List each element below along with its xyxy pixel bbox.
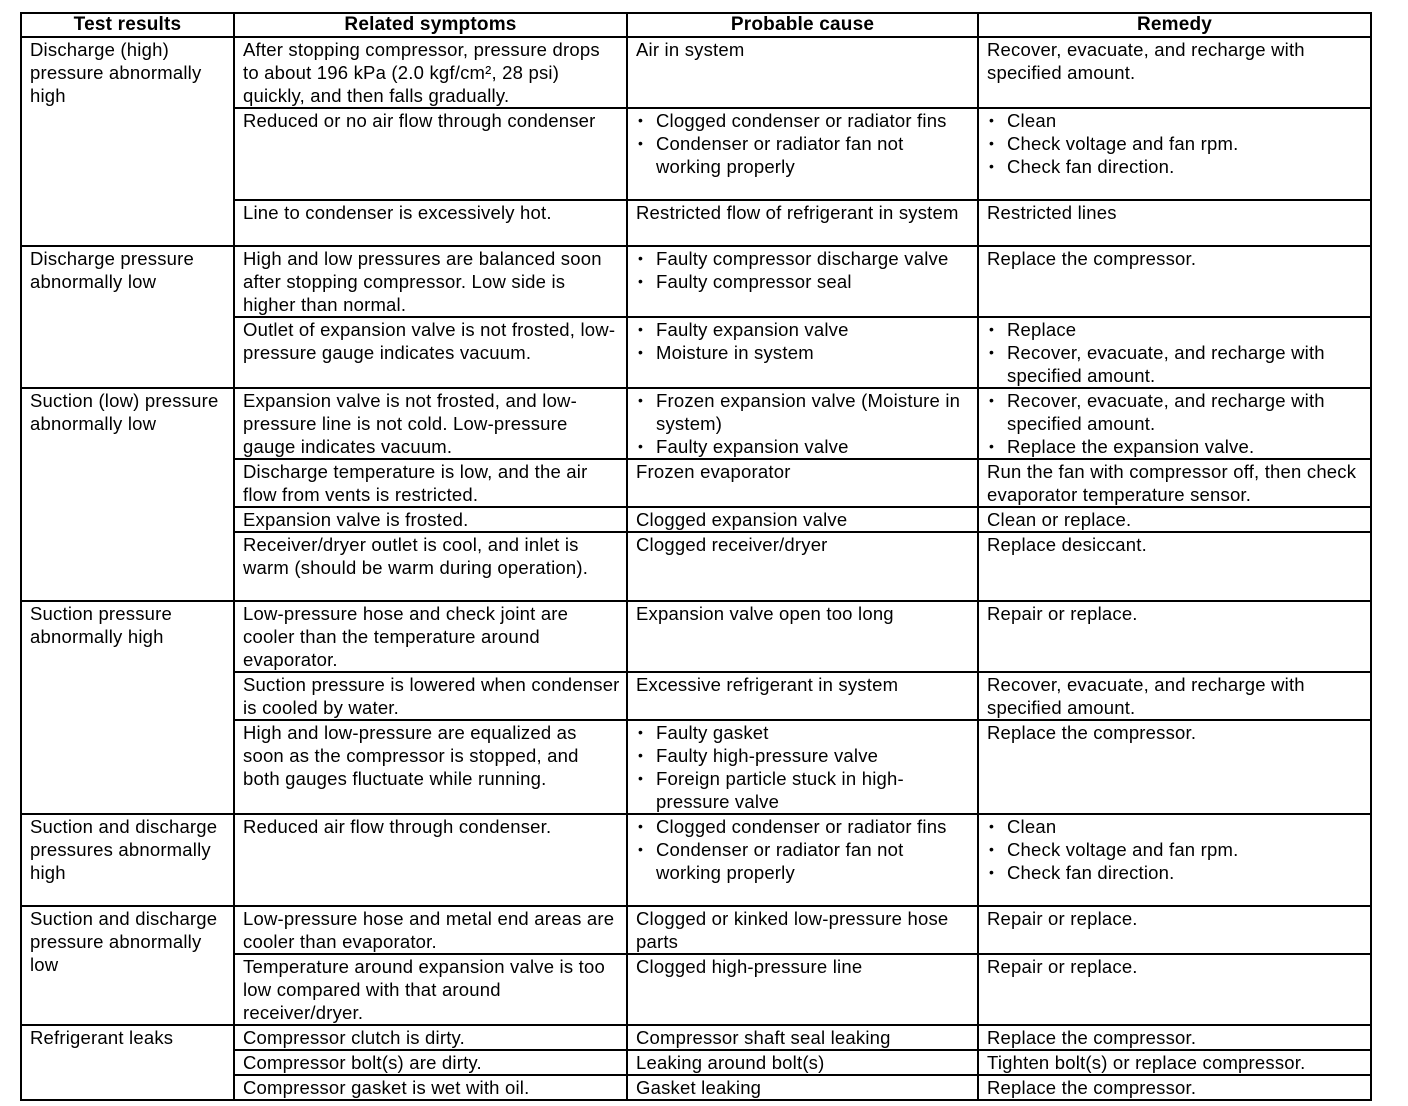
remedy-cell xyxy=(978,459,1371,507)
remedy-text: Replace desiccant. xyxy=(987,534,1147,555)
cause-cell xyxy=(627,906,978,954)
symptom-text: After stopping compressor, pressure drops to about 196 kPa (2.0 kgf/cm², 28 psi) quickly, and then falls gradually. xyxy=(243,39,600,106)
remedy-text: Run the fan with compressor off, then check evaporator temperature sensor. xyxy=(987,461,1357,505)
remedy-cell xyxy=(978,720,1371,814)
cause-list xyxy=(636,247,971,293)
cause-text: Gasket leaking xyxy=(636,1077,762,1098)
remedy-list xyxy=(987,109,1364,178)
test-result-text: Suction (low) pressure abnormally low xyxy=(30,390,219,434)
cause-cell xyxy=(627,246,978,317)
remedy-item: • Clean xyxy=(987,109,1364,132)
cause-cell xyxy=(627,672,978,720)
header-related-symptoms: Related symptoms xyxy=(234,13,627,37)
symptom-cell xyxy=(234,672,627,720)
table-row xyxy=(21,814,1371,906)
symptom-text: Discharge temperature is low, and the air flow from vents is restricted. xyxy=(243,461,588,505)
cause-cell xyxy=(627,1025,978,1050)
test-result-text: Suction and discharge pressure abnormally low xyxy=(30,908,218,975)
remedy-list xyxy=(987,815,1364,884)
test-result-text: Refrigerant leaks xyxy=(30,1027,174,1048)
remedy-cell xyxy=(978,814,1371,906)
remedy-list xyxy=(987,318,1364,387)
remedy-text: Clean or replace. xyxy=(987,509,1132,530)
header-remedy: Remedy xyxy=(978,13,1371,37)
symptom-text: Compressor clutch is dirty. xyxy=(243,1027,465,1048)
cause-cell xyxy=(627,1075,978,1100)
cause-item: • Faulty compressor discharge valve xyxy=(636,247,971,270)
symptom-text: Receiver/dryer outlet is cool, and inlet is warm (should be warm during operation). xyxy=(243,534,589,578)
remedy-item: • Check fan direction. xyxy=(987,155,1364,178)
symptom-text: Outlet of expansion valve is not frosted, low-pressure gauge indicates vacuum. xyxy=(243,319,616,363)
remedy-text: Replace the compressor. xyxy=(987,248,1197,269)
table-row xyxy=(21,906,1371,954)
remedy-text: Tighten bolt(s) or replace compressor. xyxy=(987,1052,1306,1073)
remedy-cell xyxy=(978,601,1371,672)
remedy-text: Replace the compressor. xyxy=(987,1027,1197,1048)
table-row xyxy=(21,388,1371,459)
cause-item: • Clogged condenser or radiator fins xyxy=(636,109,971,132)
remedy-cell xyxy=(978,37,1371,108)
symptom-cell xyxy=(234,601,627,672)
remedy-item: • Check voltage and fan rpm. xyxy=(987,132,1364,155)
cause-text: Frozen evaporator xyxy=(636,461,791,482)
cause-cell xyxy=(627,459,978,507)
symptom-cell xyxy=(234,532,627,601)
cause-cell xyxy=(627,1050,978,1075)
symptom-cell xyxy=(234,246,627,317)
remedy-item: • Replace the expansion valve. xyxy=(987,435,1364,458)
symptom-cell xyxy=(234,108,627,200)
cause-list xyxy=(636,109,971,178)
cause-text: Compressor shaft seal leaking xyxy=(636,1027,891,1048)
test-result-cell xyxy=(21,1025,234,1100)
remedy-cell xyxy=(978,108,1371,200)
remedy-item: • Check voltage and fan rpm. xyxy=(987,838,1364,861)
symptom-cell xyxy=(234,507,627,532)
cause-item: • Foreign particle stuck in high-pressure valve xyxy=(636,767,971,813)
symptom-text: Reduced air flow through condenser. xyxy=(243,816,552,837)
remedy-item: • Replace xyxy=(987,318,1364,341)
remedy-text: Replace the compressor. xyxy=(987,1077,1197,1098)
symptom-text: Expansion valve is not frosted, and low-pressure line is not cold. Low-pressure gauge indicates vacuum. xyxy=(243,390,577,457)
cause-item: • Faulty gasket xyxy=(636,721,971,744)
cause-list xyxy=(636,318,971,364)
cause-text: Clogged high-pressure line xyxy=(636,956,863,977)
cause-text: Restricted flow of refrigerant in system xyxy=(636,202,959,223)
symptom-text: Low-pressure hose and check joint are cooler than the temperature around evaporator. xyxy=(243,603,569,670)
cause-cell xyxy=(627,108,978,200)
cause-cell xyxy=(627,532,978,601)
remedy-text: Recover, evacuate, and recharge with specified amount. xyxy=(987,39,1305,83)
cause-item: • Faulty high-pressure valve xyxy=(636,744,971,767)
remedy-cell xyxy=(978,507,1371,532)
cause-list xyxy=(636,721,971,813)
remedy-cell xyxy=(978,388,1371,459)
cause-text: Excessive refrigerant in system xyxy=(636,674,899,695)
remedy-cell xyxy=(978,954,1371,1025)
cause-cell xyxy=(627,954,978,1025)
symptom-text: High and low pressures are balanced soon after stopping compressor. Low side is higher than normal. xyxy=(243,248,602,315)
cause-text: Air in system xyxy=(636,39,745,60)
symptom-text: Low-pressure hose and metal end areas are cooler than evaporator. xyxy=(243,908,615,952)
remedy-cell xyxy=(978,1025,1371,1050)
table-body xyxy=(21,37,1371,1100)
symptom-text: Suction pressure is lowered when condenser is cooled by water. xyxy=(243,674,620,718)
cause-cell xyxy=(627,601,978,672)
remedy-list xyxy=(987,389,1364,458)
table-row xyxy=(21,1025,1371,1050)
symptom-text: Temperature around expansion valve is too low compared with that around receiver/dryer. xyxy=(243,956,605,1023)
cause-item: • Clogged condenser or radiator fins xyxy=(636,815,971,838)
test-result-text: Suction pressure abnormally high xyxy=(30,603,173,647)
remedy-item: • Recover, evacuate, and recharge with specified amount. xyxy=(987,389,1364,435)
cause-cell xyxy=(627,37,978,108)
cause-list xyxy=(636,815,971,884)
test-result-text: Suction and discharge pressures abnormally high xyxy=(30,816,218,883)
header-row xyxy=(21,13,1371,37)
test-result-cell xyxy=(21,37,234,246)
cause-cell xyxy=(627,720,978,814)
test-result-cell xyxy=(21,906,234,1025)
header-probable-cause: Probable cause xyxy=(627,13,978,37)
remedy-cell xyxy=(978,672,1371,720)
remedy-cell xyxy=(978,200,1371,246)
cause-item: • Condenser or radiator fan not working properly xyxy=(636,132,971,178)
cause-cell xyxy=(627,814,978,906)
symptom-text: Reduced or no air flow through condenser xyxy=(243,110,596,131)
cause-text: Clogged receiver/dryer xyxy=(636,534,828,555)
remedy-item: • Check fan direction. xyxy=(987,861,1364,884)
symptom-cell xyxy=(234,720,627,814)
test-result-text: Discharge (high) pressure abnormally high xyxy=(30,39,202,106)
cause-item: • Frozen expansion valve (Moisture in system) xyxy=(636,389,971,435)
test-result-cell xyxy=(21,601,234,814)
cause-list xyxy=(636,389,971,458)
remedy-item: • Clean xyxy=(987,815,1364,838)
symptom-text: Line to condenser is excessively hot. xyxy=(243,202,552,223)
symptom-cell xyxy=(234,1050,627,1075)
symptom-text: Compressor bolt(s) are dirty. xyxy=(243,1052,482,1073)
symptom-cell xyxy=(234,954,627,1025)
cause-text: Clogged or kinked low-pressure hose parts xyxy=(636,908,949,952)
remedy-text: Repair or replace. xyxy=(987,956,1138,977)
remedy-cell xyxy=(978,246,1371,317)
remedy-cell xyxy=(978,1050,1371,1075)
cause-text: Clogged expansion valve xyxy=(636,509,848,530)
symptom-text: High and low-pressure are equalized as soon as the compressor is stopped, and both gauges fluctuate while running. xyxy=(243,722,579,789)
symptom-cell xyxy=(234,1025,627,1050)
remedy-text: Repair or replace. xyxy=(987,908,1138,929)
remedy-item: • Recover, evacuate, and recharge with specified amount. xyxy=(987,341,1364,387)
symptom-cell xyxy=(234,37,627,108)
cause-item: • Condenser or radiator fan not working properly xyxy=(636,838,971,884)
symptom-cell xyxy=(234,200,627,246)
cause-cell xyxy=(627,507,978,532)
cause-item: • Faulty compressor seal xyxy=(636,270,971,293)
header-test-results: Test results xyxy=(21,13,234,37)
table-row xyxy=(21,601,1371,672)
cause-item: • Faulty expansion valve xyxy=(636,318,971,341)
cause-item: • Moisture in system xyxy=(636,341,971,364)
symptom-cell xyxy=(234,906,627,954)
symptom-cell xyxy=(234,388,627,459)
test-result-cell xyxy=(21,246,234,388)
remedy-text: Repair or replace. xyxy=(987,603,1138,624)
symptom-cell xyxy=(234,317,627,388)
remedy-text: Recover, evacuate, and recharge with specified amount. xyxy=(987,674,1305,718)
cause-text: Leaking around bolt(s) xyxy=(636,1052,825,1073)
remedy-cell xyxy=(978,1075,1371,1100)
remedy-cell xyxy=(978,317,1371,388)
table-row xyxy=(21,37,1371,108)
cause-cell xyxy=(627,317,978,388)
test-result-cell xyxy=(21,814,234,906)
diagnosis-table xyxy=(20,12,1372,1101)
cause-cell xyxy=(627,200,978,246)
remedy-text: Replace the compressor. xyxy=(987,722,1197,743)
symptom-cell xyxy=(234,814,627,906)
troubleshooting-page xyxy=(20,12,1370,1101)
symptom-cell xyxy=(234,1075,627,1100)
remedy-cell xyxy=(978,906,1371,954)
symptom-text: Compressor gasket is wet with oil. xyxy=(243,1077,530,1098)
cause-item: • Faulty expansion valve xyxy=(636,435,971,458)
cause-text: Expansion valve open too long xyxy=(636,603,894,624)
symptom-text: Expansion valve is frosted. xyxy=(243,509,469,530)
cause-cell xyxy=(627,388,978,459)
remedy-text: Restricted lines xyxy=(987,202,1117,223)
remedy-cell xyxy=(978,532,1371,601)
symptom-cell xyxy=(234,459,627,507)
table-row xyxy=(21,246,1371,317)
test-result-text: Discharge pressure abnormally low xyxy=(30,248,195,292)
test-result-cell xyxy=(21,388,234,601)
